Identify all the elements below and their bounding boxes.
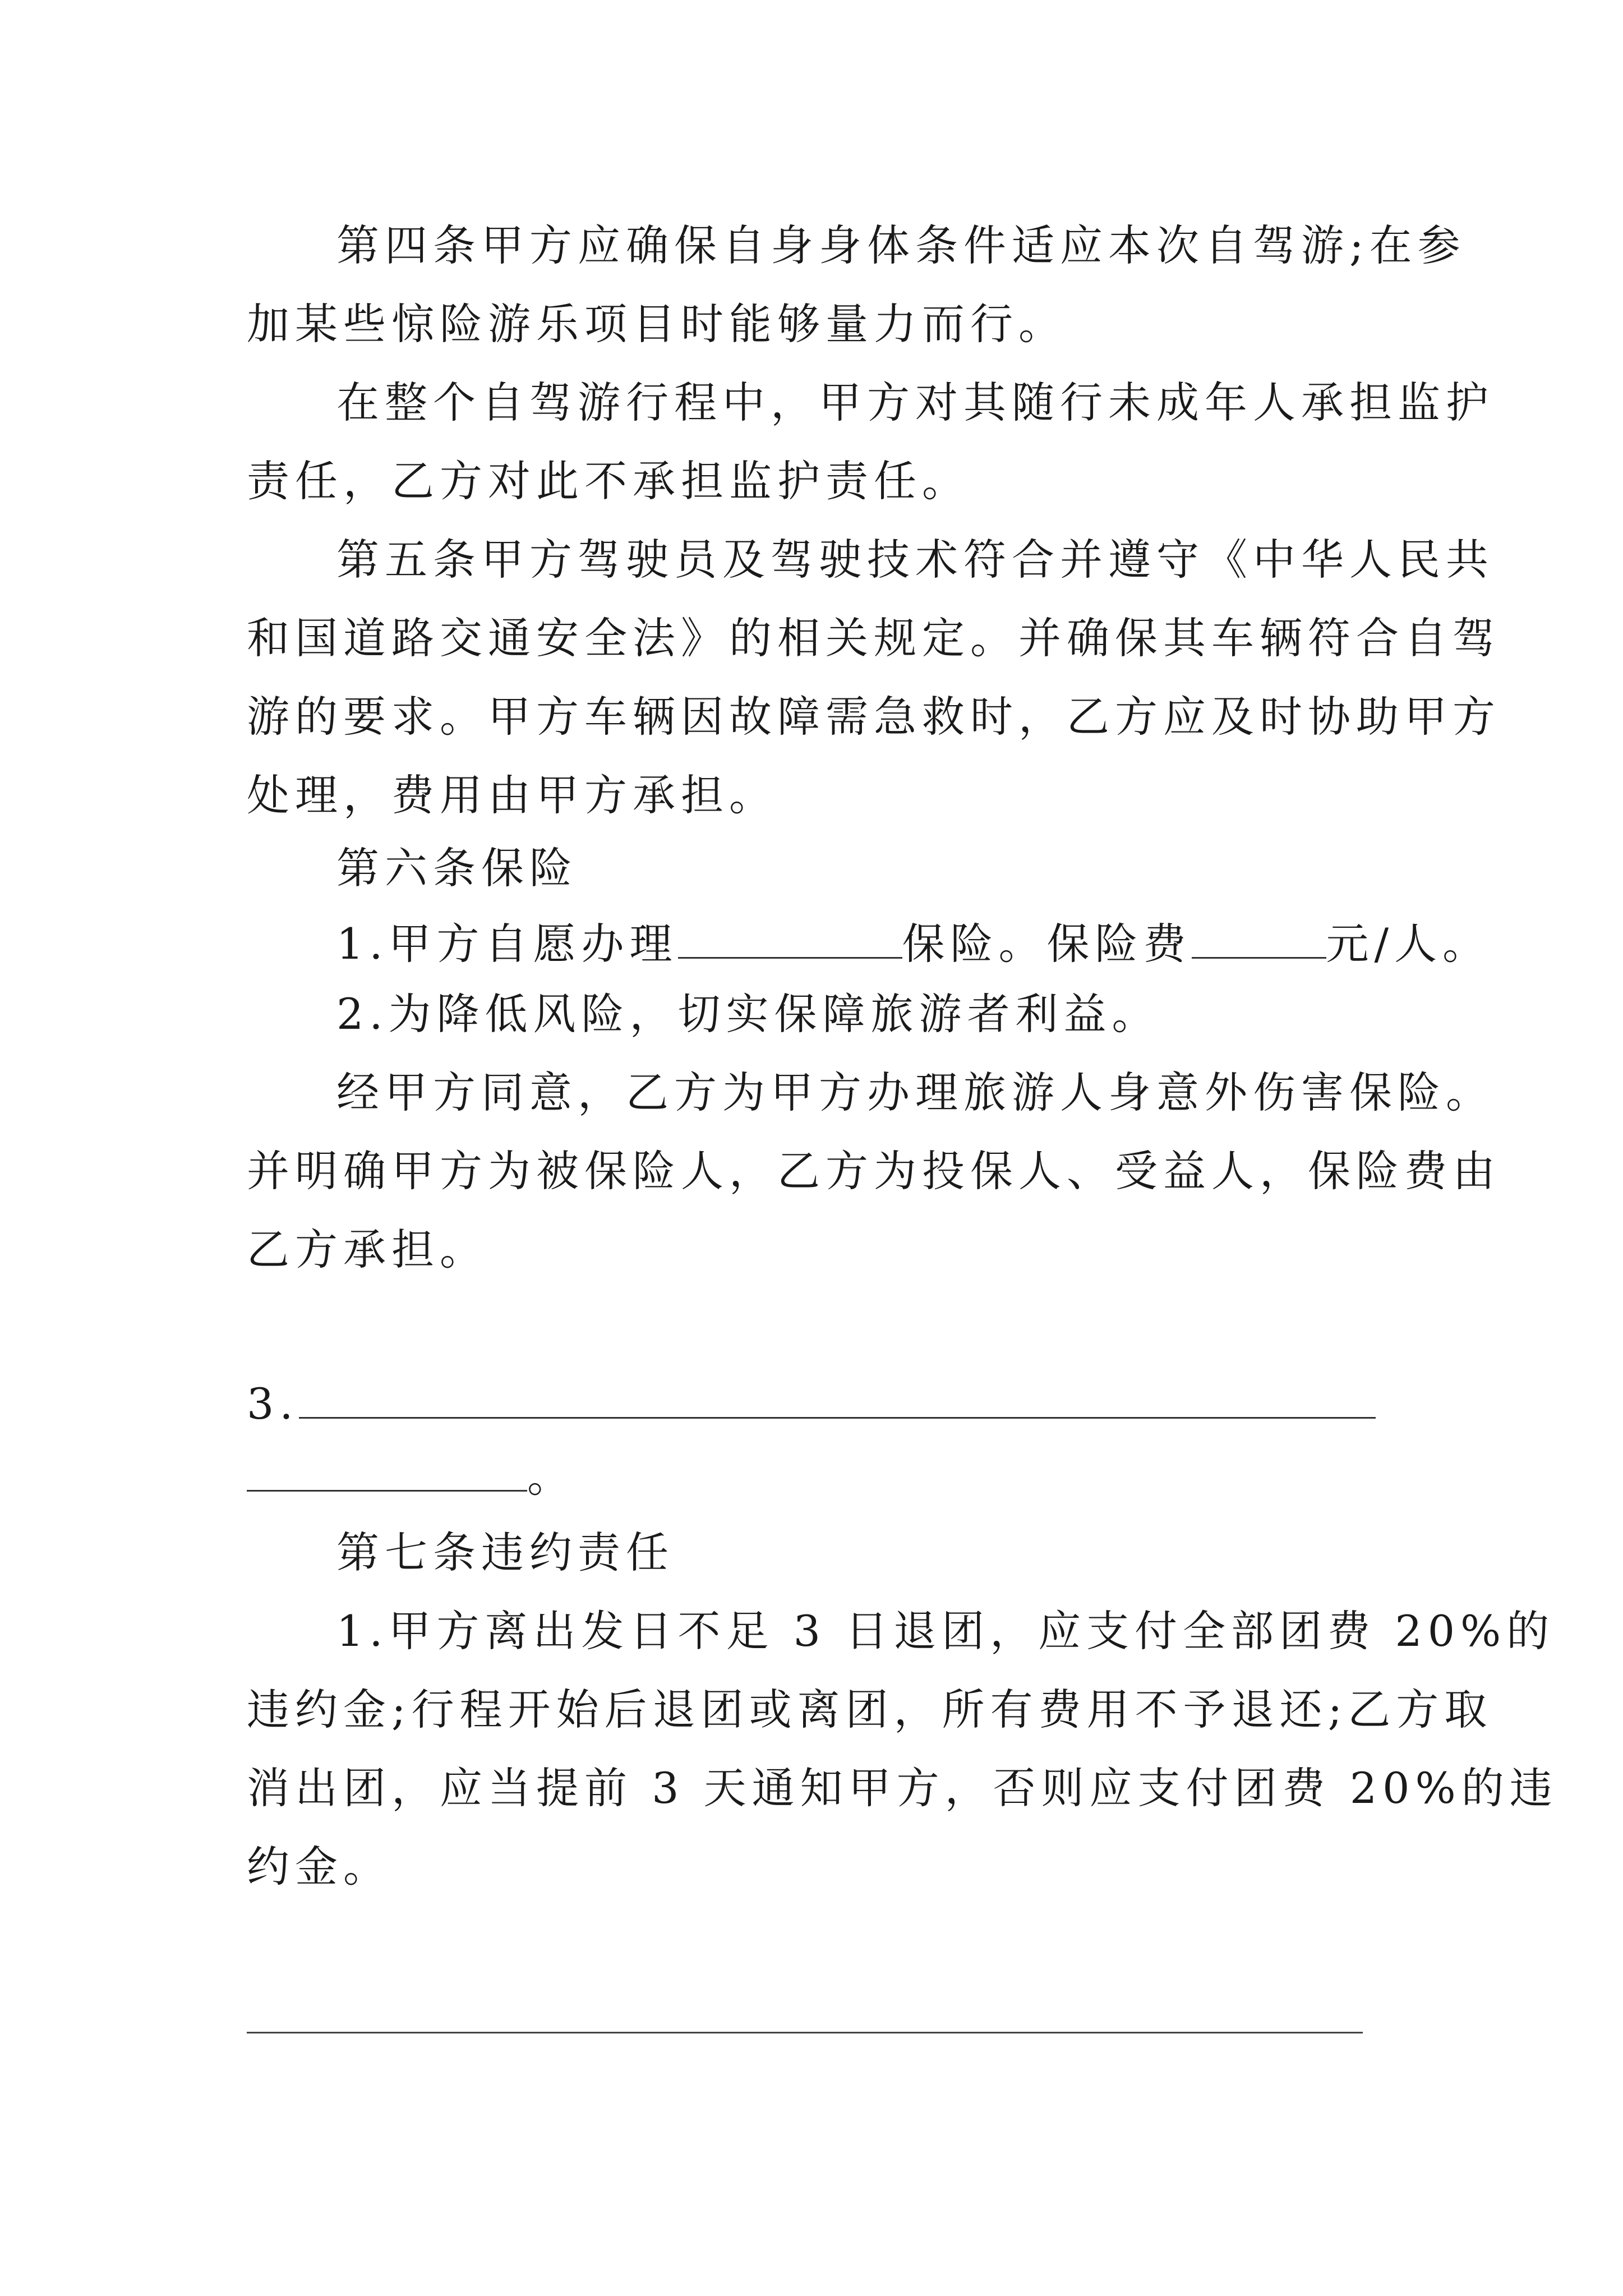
article5-line1: 第五条甲方驾驶员及驾驶技术符合并遵守《中华人民共 — [336, 535, 1494, 585]
article6-title: 第六条保险 — [336, 843, 578, 893]
article7-line4: 约金。 — [247, 1842, 391, 1892]
article6-para-line2: 并明确甲方为被保险人，乙方为投保人、受益人，保险费由 — [247, 1146, 1501, 1196]
article6-item1-suffix: 元/人。 — [1326, 919, 1491, 969]
article4-line3: 在整个自驾游行程中，甲方对其随行未成年人承担监护 — [336, 378, 1494, 427]
article7-line3: 消出团，应当提前 3 天通知甲方，否则应支付团费 20%的违 — [247, 1763, 1558, 1813]
article7-title: 第七条违约责任 — [336, 1527, 674, 1577]
insurance-fee-blank — [1192, 908, 1326, 959]
article4-line4: 责任，乙方对此不承担监护责任。 — [247, 456, 970, 506]
article5-line3: 游的要求。甲方车辆因故障需急救时，乙方应及时协助甲方 — [247, 692, 1501, 742]
article5-line4: 处理，费用由甲方承担。 — [247, 770, 777, 820]
article6-para-line3: 乙方承担。 — [247, 1225, 488, 1274]
item3-blank-line1 — [299, 1368, 1376, 1419]
article6-item1-mid: 保险。保险费 — [902, 919, 1192, 969]
article6-item3-prefix: 3. — [247, 1379, 299, 1429]
article4-line2: 加某些惊险游乐项目时能够量力而行。 — [247, 299, 1067, 349]
article6-para-line1: 经甲方同意，乙方为甲方办理旅游人身意外伤害保险。 — [336, 1068, 1494, 1117]
article6-item1 — [336, 908, 1491, 975]
article6-item1-prefix: 1.甲方自愿办理 — [336, 919, 678, 969]
article7-line1: 1.甲方离出发日不足 3 日退团，应支付全部团费 20%的 — [336, 1606, 1555, 1656]
insurance-type-blank — [678, 908, 902, 959]
bottom-divider — [247, 2032, 1363, 2033]
item3-blank-line2 — [247, 1441, 527, 1492]
article6-item3-end: 。 — [527, 1452, 575, 1502]
article5-line2: 和国道路交通安全法》的相关规定。并确保其车辆符合自驾 — [247, 613, 1501, 663]
article4-line1: 第四条甲方应确保自身身体条件适应本次自驾游;在参 — [336, 220, 1466, 270]
article6-item3-cont — [247, 1441, 1385, 1508]
article6-item3 — [247, 1368, 1385, 1435]
article7-line2: 违约金;行程开始后退团或离团，所有费用不予退还;乙方取 — [247, 1685, 1493, 1734]
article6-item2: 2.为降低风险，切实保障旅游者利益。 — [336, 989, 1160, 1039]
